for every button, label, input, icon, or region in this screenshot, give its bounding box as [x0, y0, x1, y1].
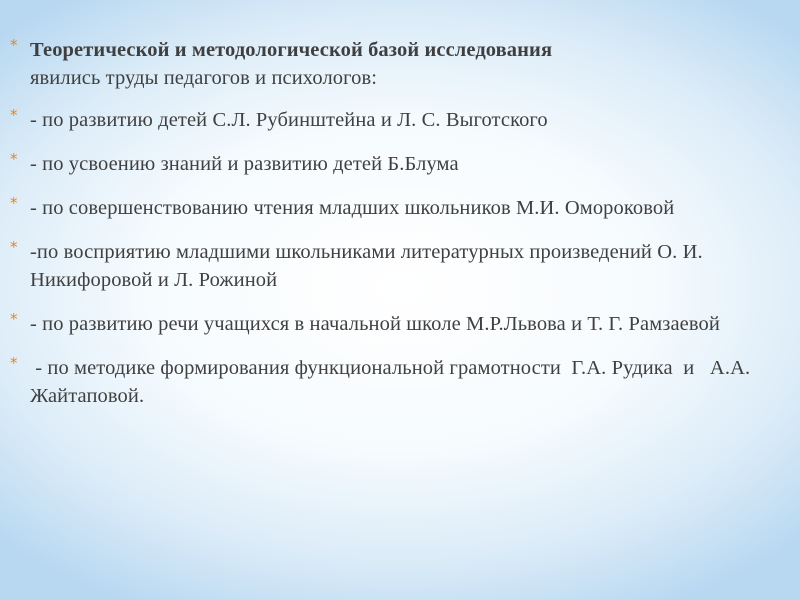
bullet-text: - по методике формирования функциональной грамотности Г.А. Рудика и А.А. Жайтаповой.	[30, 357, 756, 407]
bullet-text: -по восприятию младшими школьниками литературных произведений О. И. Никифоровой и Л. Рожиной	[30, 241, 703, 291]
asterisk-icon: *	[10, 194, 18, 212]
bullet-item-lvov	[10, 310, 780, 338]
asterisk-icon: *	[10, 238, 18, 256]
bullet-text: - по совершенствованию чтения младших школьников М.И. Омороковой	[30, 197, 675, 219]
bullet-text: - по развитию речи учащихся в начальной школе М.Р.Львова и Т. Г. Рамзаевой	[30, 313, 720, 335]
bullet-text: - по развитию детей С.Л. Рубинштейна и Л. С. Выготского	[30, 109, 548, 131]
asterisk-icon: *	[10, 150, 18, 168]
bullet-item-bloom	[10, 150, 780, 178]
bullet-item-rubinstein	[10, 106, 780, 134]
asterisk-icon: *	[10, 310, 18, 328]
bullet-item-rudik	[10, 354, 780, 410]
intro-text: явились труды педагогов и психологов:	[30, 67, 378, 89]
asterisk-icon: *	[10, 36, 18, 54]
bullet-item-nikiforova	[10, 238, 780, 294]
slide-content	[10, 36, 780, 426]
intro-bold-text: Теоретической и методологической базой исследования	[30, 39, 553, 61]
bullet-item-omorokova	[10, 194, 780, 222]
bullet-text: - по усвоению знаний и развитию детей Б.Блума	[30, 153, 459, 175]
asterisk-icon: *	[10, 106, 18, 124]
bullet-item-intro	[10, 36, 780, 92]
asterisk-icon: *	[10, 354, 18, 372]
